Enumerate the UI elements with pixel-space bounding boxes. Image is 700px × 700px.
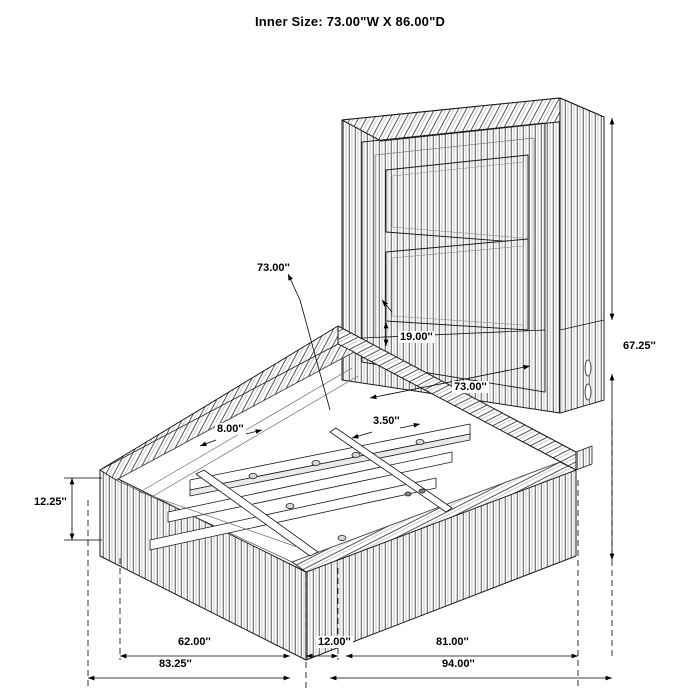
headboard-bolt-slot <box>585 360 591 376</box>
dim-side-length: 81.00'' <box>436 636 469 648</box>
dim-slat-thickness: 3.50'' <box>373 415 400 427</box>
headboard-upper-panel <box>386 155 528 243</box>
dim-overall-side-length: 94.00'' <box>442 658 475 670</box>
headboard-bolt-slot-2 <box>585 384 591 400</box>
dim-footboard-front-width: 62.00'' <box>178 636 211 648</box>
dim-headboard-width: 73.00'' <box>257 262 290 274</box>
page-title: Inner Size: 73.00"W X 86.00"D <box>254 14 446 29</box>
dim-overall-front-depth: 83.25'' <box>159 658 192 670</box>
headboard-lower-panel <box>386 239 528 330</box>
dim-headboard-height: 67.25'' <box>623 340 656 352</box>
dim-rail-offset: 8.00'' <box>217 423 244 435</box>
right-rail-end <box>576 446 592 470</box>
dim-rail-height: 12.25'' <box>34 496 67 508</box>
headboard-right-return <box>560 320 604 413</box>
dim-foot-corner-width: 12.00'' <box>318 636 351 648</box>
dim-lower-panel-height: 19.00'' <box>400 331 433 343</box>
dim-slat-span-width: 73.00'' <box>454 381 487 393</box>
